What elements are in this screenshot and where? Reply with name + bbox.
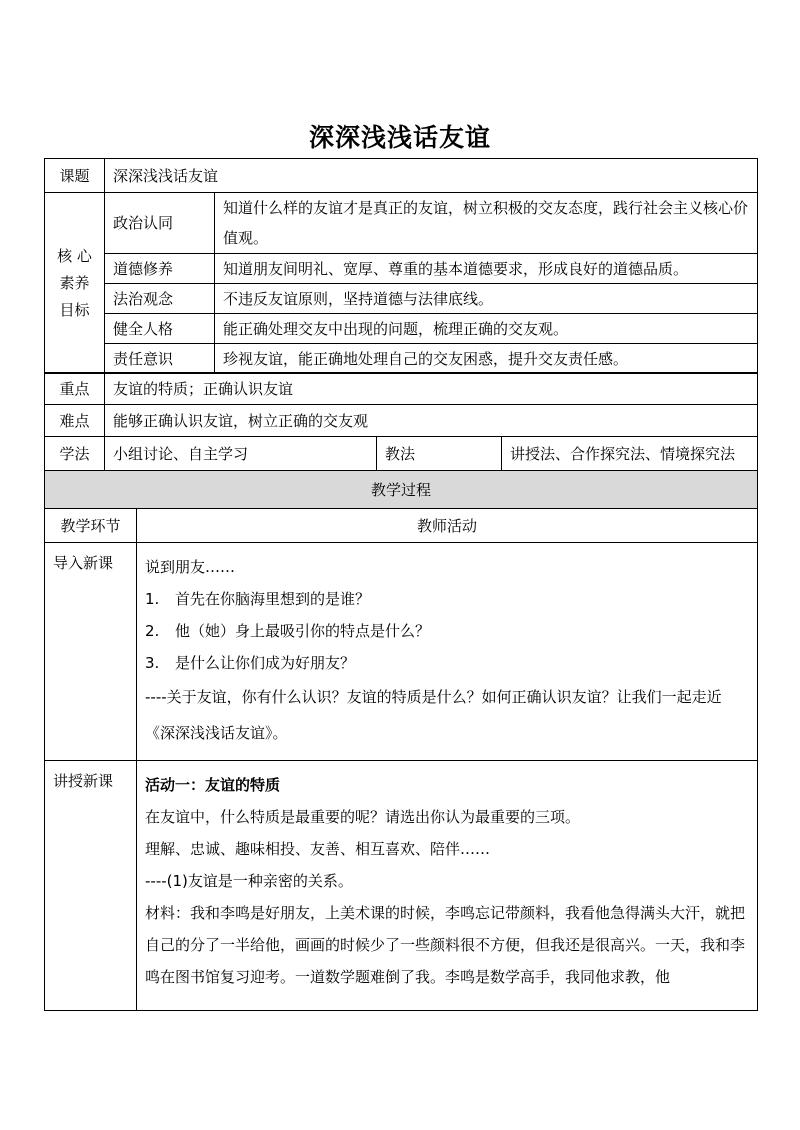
goal-desc: 能正确处理交友中出现的问题，梳理正确的交友观。 [215,314,758,344]
table-row [45,437,758,471]
goal-name: 健全人格 [105,314,215,344]
difficult-point-value: 能够正确认识友谊，树立正确的交友观 [105,405,758,437]
difficult-point-label: 难点 [45,405,105,437]
list-text: 是什么让你们成为好朋友？ [175,654,356,672]
process-header: 教学过程 [45,471,758,509]
core-label-line: 目标 [59,300,90,319]
list-text: 他（她）身上最吸引你的特点是什么？ [175,622,431,640]
key-point-value: 友谊的特质；正确认识友谊 [105,373,758,405]
topic-label: 课题 [45,159,105,193]
table-row [45,284,758,314]
list-item [145,615,749,647]
stage-column-header: 教学环节 [45,509,137,543]
table-row [45,373,758,405]
lecture-line: ----(1)友谊是一种亲密的关系。 [145,872,353,890]
key-point-label: 重点 [45,373,105,405]
lesson-info-table-lower [44,372,758,471]
table-row [45,344,758,374]
list-number: 1. [145,590,160,608]
goal-desc: 知道什么样的友谊才是真正的友谊，树立积极的交友态度，践行社会主义核心价值观。 [215,193,758,254]
topic-value: 深深浅浅话友谊 [105,159,758,193]
goal-desc: 珍视友谊，能正确地处理自己的交友困惑，提升交友责任感。 [215,344,758,374]
table-row [45,405,758,437]
goal-name: 责任意识 [105,344,215,374]
page-title: 深深浅浅话友谊 [308,123,491,152]
goal-name: 法治观念 [105,284,215,314]
core-label-line: 核 心 [57,246,92,265]
list-item [145,647,749,679]
lecture-line: 理解、忠诚、趣味相投、友善、相互喜欢、陪伴…… [145,840,491,858]
table-row [45,509,758,543]
list-number: 3. [145,654,160,672]
lecture-material: 材料：我和李鸣是好朋友，上美术课的时候，李鸣忘记带颜料，我看他急得满头大汗，就把自己的分了一半给他，画画的时候少了一些颜料很不方便，但我还是很高兴。一天，我和李鸣在图书馆复习迎考。一道数学题难倒了我。李鸣是数学高手，我同他求教，他 [145,904,746,986]
table-row [45,314,758,344]
table-row [45,159,758,193]
teaching-process-table [44,470,758,1011]
table-row [45,193,758,254]
goal-name: 政治认同 [105,193,215,254]
intro-content [137,543,758,761]
table-row [45,543,758,761]
intro-closing: ----关于友谊，你有什么认识？友谊的特质是什么？如何正确认识友谊？让我们一起走近《深深浅浅话友谊》。 [145,688,722,742]
core-label-line: 素养 [59,273,90,292]
lecture-content [137,761,758,1011]
study-method-value: 小组讨论、自主学习 [105,437,377,471]
goal-name: 道德修养 [105,254,215,284]
core-goals-label [45,193,105,374]
table-row [45,254,758,284]
activity-title: 活动一：友谊的特质 [145,776,281,794]
activity-column-header: 教师活动 [137,509,758,543]
lecture-line: 在友谊中，什么特质是最重要的呢？请选出你认为最重要的三项。 [145,808,581,826]
intro-lead: 说到朋友…… [145,558,236,576]
teach-method-value: 讲授法、合作探究法、情境探究法 [502,437,758,471]
goal-desc: 知道朋友间明礼、宽厚、尊重的基本道德要求，形成良好的道德品质。 [215,254,758,284]
list-text: 首先在你脑海里想到的是谁？ [175,590,371,608]
goal-desc: 不违反友谊原则，坚持道德与法律底线。 [215,284,758,314]
study-method-label: 学法 [45,437,105,471]
list-number: 2. [145,622,160,640]
lesson-info-table [44,158,758,374]
table-row [45,471,758,509]
list-item [145,583,749,615]
stage-lecture: 讲授新课 [45,761,137,1011]
table-row [45,761,758,1011]
teach-method-label: 教法 [377,437,502,471]
stage-intro: 导入新课 [45,543,137,761]
